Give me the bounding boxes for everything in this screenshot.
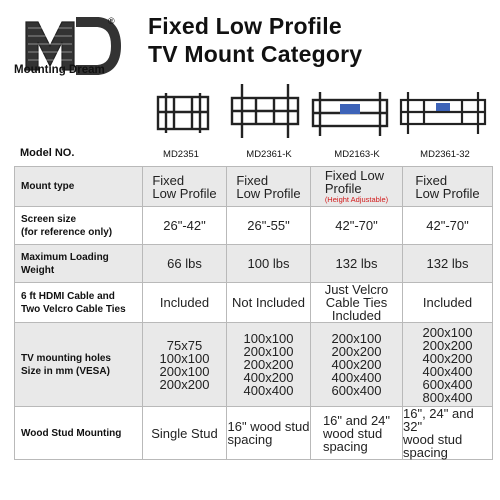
table-cell	[227, 407, 311, 460]
cell-line: 200x100	[159, 363, 210, 379]
table-cell: Included	[403, 283, 493, 323]
table-cell: 132 lbs	[311, 245, 403, 283]
table-cell: Single Stud	[143, 407, 227, 460]
row-label-text: Weight	[21, 264, 55, 276]
cell-line: 75x75	[166, 337, 203, 353]
table-cell	[311, 283, 403, 323]
table-cell	[143, 323, 227, 407]
page-title	[148, 12, 362, 68]
table-row	[15, 323, 493, 407]
table-cell: 132 lbs	[403, 245, 493, 283]
cell-line: 400x200	[331, 357, 382, 372]
table-row	[15, 245, 493, 283]
table-cell: 42"-70"	[311, 207, 403, 245]
cell-line: Fixed	[152, 172, 185, 188]
cell-line: Low Profile	[152, 185, 217, 201]
cell-line: 200x200	[422, 337, 473, 353]
row-label	[15, 167, 143, 207]
cell-line: spacing	[227, 432, 273, 447]
cell-line: 600x400	[422, 376, 473, 392]
cell-line: 400x400	[422, 363, 473, 379]
cell-line: 200x200	[243, 357, 294, 372]
mount-images	[0, 82, 500, 152]
registered-mark: ®	[108, 16, 115, 26]
cell-line: 200x200	[159, 376, 210, 392]
cell-line: Just Velcro	[324, 282, 389, 297]
brand-name: Mounting Dream	[14, 64, 105, 76]
row-label	[15, 207, 143, 245]
table-row	[15, 283, 493, 323]
mount-image-md2361-k	[228, 82, 302, 140]
cell-line: 16" wood stud	[227, 419, 310, 434]
cell-line: Profile	[324, 181, 362, 196]
cell-line: 400x400	[243, 383, 294, 398]
table-row	[15, 207, 493, 245]
row-label-text: Mount type	[21, 181, 75, 192]
table-cell: 26"-42"	[143, 207, 227, 245]
cell-line: 100x100	[243, 331, 294, 346]
spec-table	[14, 166, 493, 460]
table-cell: 42"-70"	[403, 207, 493, 245]
table-row	[15, 407, 493, 460]
cell-line: wood stud	[403, 432, 463, 447]
table-cell	[311, 407, 403, 460]
row-label-text: Two Velcro Cable Ties	[21, 303, 126, 315]
cell-line: Fixed	[236, 172, 269, 188]
table-cell	[311, 323, 403, 407]
table-cell	[143, 167, 227, 207]
cell-line: 400x200	[243, 370, 294, 385]
row-label-text: Screen size	[21, 213, 77, 225]
row-label-text: 6 ft HDMI Cable and	[21, 290, 115, 302]
table-cell	[403, 407, 493, 460]
height-adjustable-note: (Height Adjustable)	[324, 195, 389, 204]
cell-line: Fixed	[415, 172, 448, 188]
table-cell: Included	[143, 283, 227, 323]
table-cell	[403, 323, 493, 407]
cell-line: wood stud	[322, 425, 383, 441]
cell-line: 200x200	[331, 344, 382, 359]
cell-line: 600x400	[331, 383, 382, 398]
table-cell: 26"-55"	[227, 207, 311, 245]
row-label-text: (for reference only)	[21, 226, 113, 238]
cell-line: 200x100	[243, 344, 294, 359]
table-row	[15, 167, 493, 207]
model-code: MD2361-K	[246, 149, 292, 160]
mount-image-md2163-k	[310, 90, 390, 138]
model-header: Model NO.	[20, 147, 75, 159]
cell-line: spacing	[403, 445, 448, 460]
cell-line: Included	[331, 308, 382, 323]
model-code: MD2351	[163, 149, 199, 160]
mount-image-md2351	[152, 92, 214, 134]
cell-line: 200x100	[422, 324, 473, 340]
cell-line: 400x200	[422, 350, 473, 366]
title-line-2: TV Mount Category	[148, 41, 363, 67]
cell-line: Cable Ties	[325, 295, 388, 310]
cell-line: 400x400	[331, 370, 382, 385]
title-line-1: Fixed Low Profile	[148, 13, 342, 39]
row-label-text: Maximum Loading	[21, 251, 109, 263]
mount-image-md2361-32	[398, 90, 488, 136]
model-row	[0, 146, 500, 164]
table-cell	[227, 323, 311, 407]
cell-line: Low Profile	[415, 185, 480, 201]
cell-line: 16", 24" and 32"	[403, 406, 474, 434]
row-label-text: Wood Stud Mounting	[21, 427, 122, 439]
cell-line: spacing	[322, 438, 368, 454]
table-cell	[227, 167, 311, 207]
cell-line: Fixed Low	[324, 168, 385, 183]
table-cell: Not Included	[227, 283, 311, 323]
cell-line: 100x100	[159, 350, 210, 366]
row-label	[15, 283, 143, 323]
table-cell	[403, 167, 493, 207]
row-label	[15, 407, 143, 460]
model-code: MD2163-K	[334, 149, 380, 160]
table-cell	[311, 167, 403, 207]
row-label-text: TV mounting holes	[21, 352, 111, 364]
cell-line: 200x100	[331, 331, 382, 346]
cell-line: 16" and 24"	[322, 412, 391, 428]
row-label-text: Size in mm (VESA)	[21, 365, 110, 377]
table-cell: 66 lbs	[143, 245, 227, 283]
cell-line: 800x400	[422, 389, 473, 405]
row-label	[15, 245, 143, 283]
cell-line: Low Profile	[236, 185, 301, 201]
row-label	[15, 323, 143, 407]
table-cell: 100 lbs	[227, 245, 311, 283]
model-code: MD2361-32	[420, 149, 470, 160]
